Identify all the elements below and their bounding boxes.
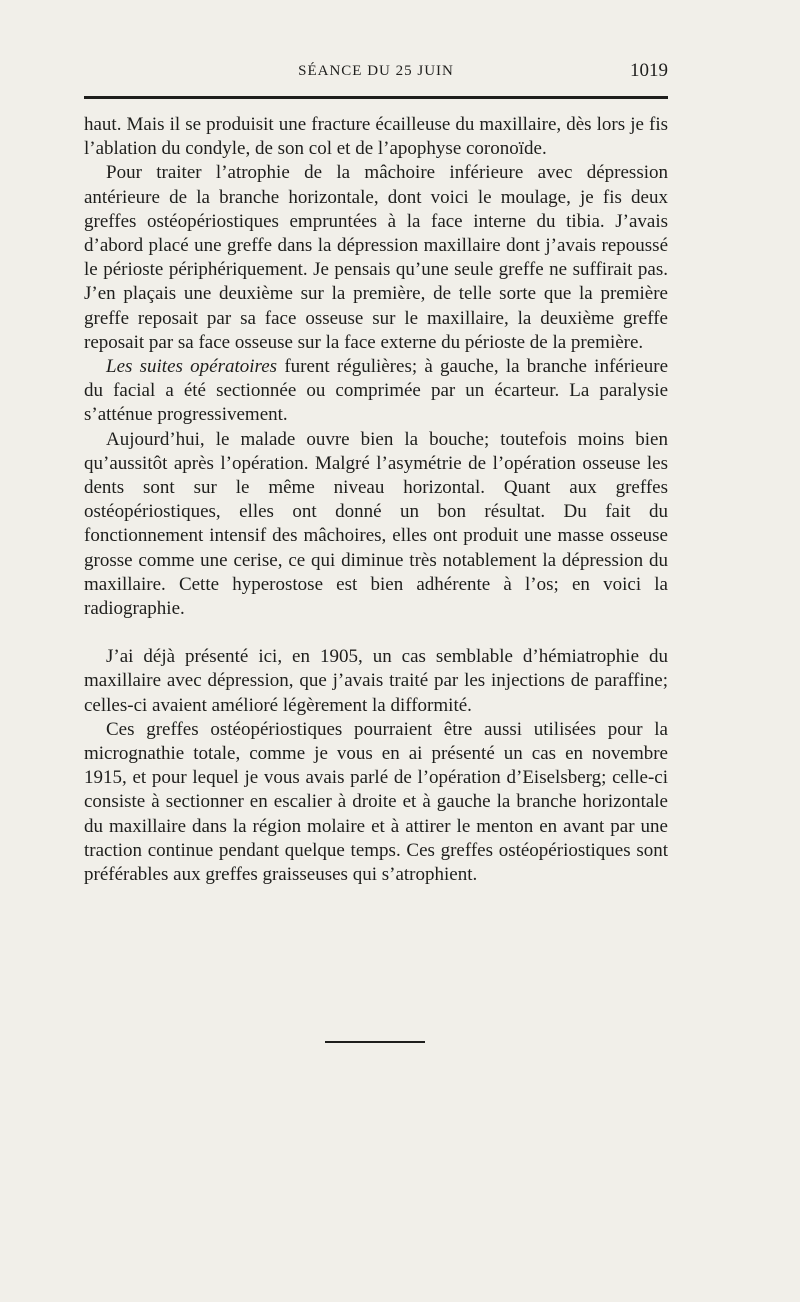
section-end-rule bbox=[325, 1041, 425, 1043]
paragraph-5: J’ai déjà présenté ici, en 1905, un cas semblable d’hémiatrophie du maxillaire avec dépression, que j’avais traité par les injections de paraffine; celles-ci avaient amélioré légèrement la difformité. bbox=[84, 646, 668, 716]
running-title: SÉANCE DU 25 JUIN bbox=[298, 63, 454, 79]
page-header bbox=[84, 60, 668, 88]
paragraph-gap bbox=[84, 621, 668, 645]
body-text bbox=[84, 113, 668, 887]
paragraph-6: Ces greffes ostéopériostiques pourraient être aussi utilisées pour la micrognathie totale, comme je vous en ai présenté un cas en novembre 1915, et pour lequel je vous avais parlé de l’opération d’Eiselsberg; celle-ci consiste à sectionner en escalier à droite et à gauche la branche horizontale du maxillaire dans la région molaire et à attirer le menton en avant par une traction continue pendant quelque temps. Ces greffes ostéopériostiques sont préférables aux greffes graisseuses qui s’atrophient. bbox=[84, 718, 668, 886]
paragraph-3 bbox=[84, 355, 668, 428]
header-rule bbox=[84, 96, 668, 99]
page-number: 1019 bbox=[630, 60, 668, 81]
italic-phrase: Les suites opératoires bbox=[106, 356, 278, 378]
paragraph-1: haut. Mais il se produisit une fracture écailleuse du maxillaire, dès lors je fis l’ablation du condyle, de son col et de l’apophyse coronoïde. bbox=[84, 114, 668, 160]
paragraph-2: Pour traiter l’atrophie de la mâchoire inférieure avec dépression antérieure de la branche horizontale, dont voici le moulage, je fis deux greffes ostéopériostiques empruntées à la face interne du tibia. J’avais d’abord placé une greffe dans la dépression maxillaire dont j’avais repoussé le périoste périphériquement. Je pensais qu’une seule greffe ne suffirait pas. J’en plaçais une deuxième sur la première, de telle sorte que la première greffe reposait par sa face osseuse sur le maxillaire, la deuxième greffe reposait par sa face osseuse sur la face externe du périoste de la première. bbox=[84, 162, 668, 353]
paragraph-4: Aujourd’hui, le malade ouvre bien la bouche; toutefois moins bien qu’aussitôt après l’opération. Malgré l’asymétrie de l’opération osseuse les dents sont sur le même niveau horizontal. Quant aux greffes ostéopériostiques, elles ont donné un bon résultat. Du fait du fonctionnement intensif des mâchoires, elles ont produit une masse osseuse grosse comme une cerise, ce qui diminue très notablement la dépression du maxillaire. Cette hyperostose est bien adhérente à l’os; en voici la radiographie. bbox=[84, 428, 668, 620]
paragraph-3-text: furent régulières; à gauche, la branche inférieure du facial a été sectionnée ou comprimée par un écarteur. La paralysie s’atténue progressivement. bbox=[84, 356, 669, 426]
